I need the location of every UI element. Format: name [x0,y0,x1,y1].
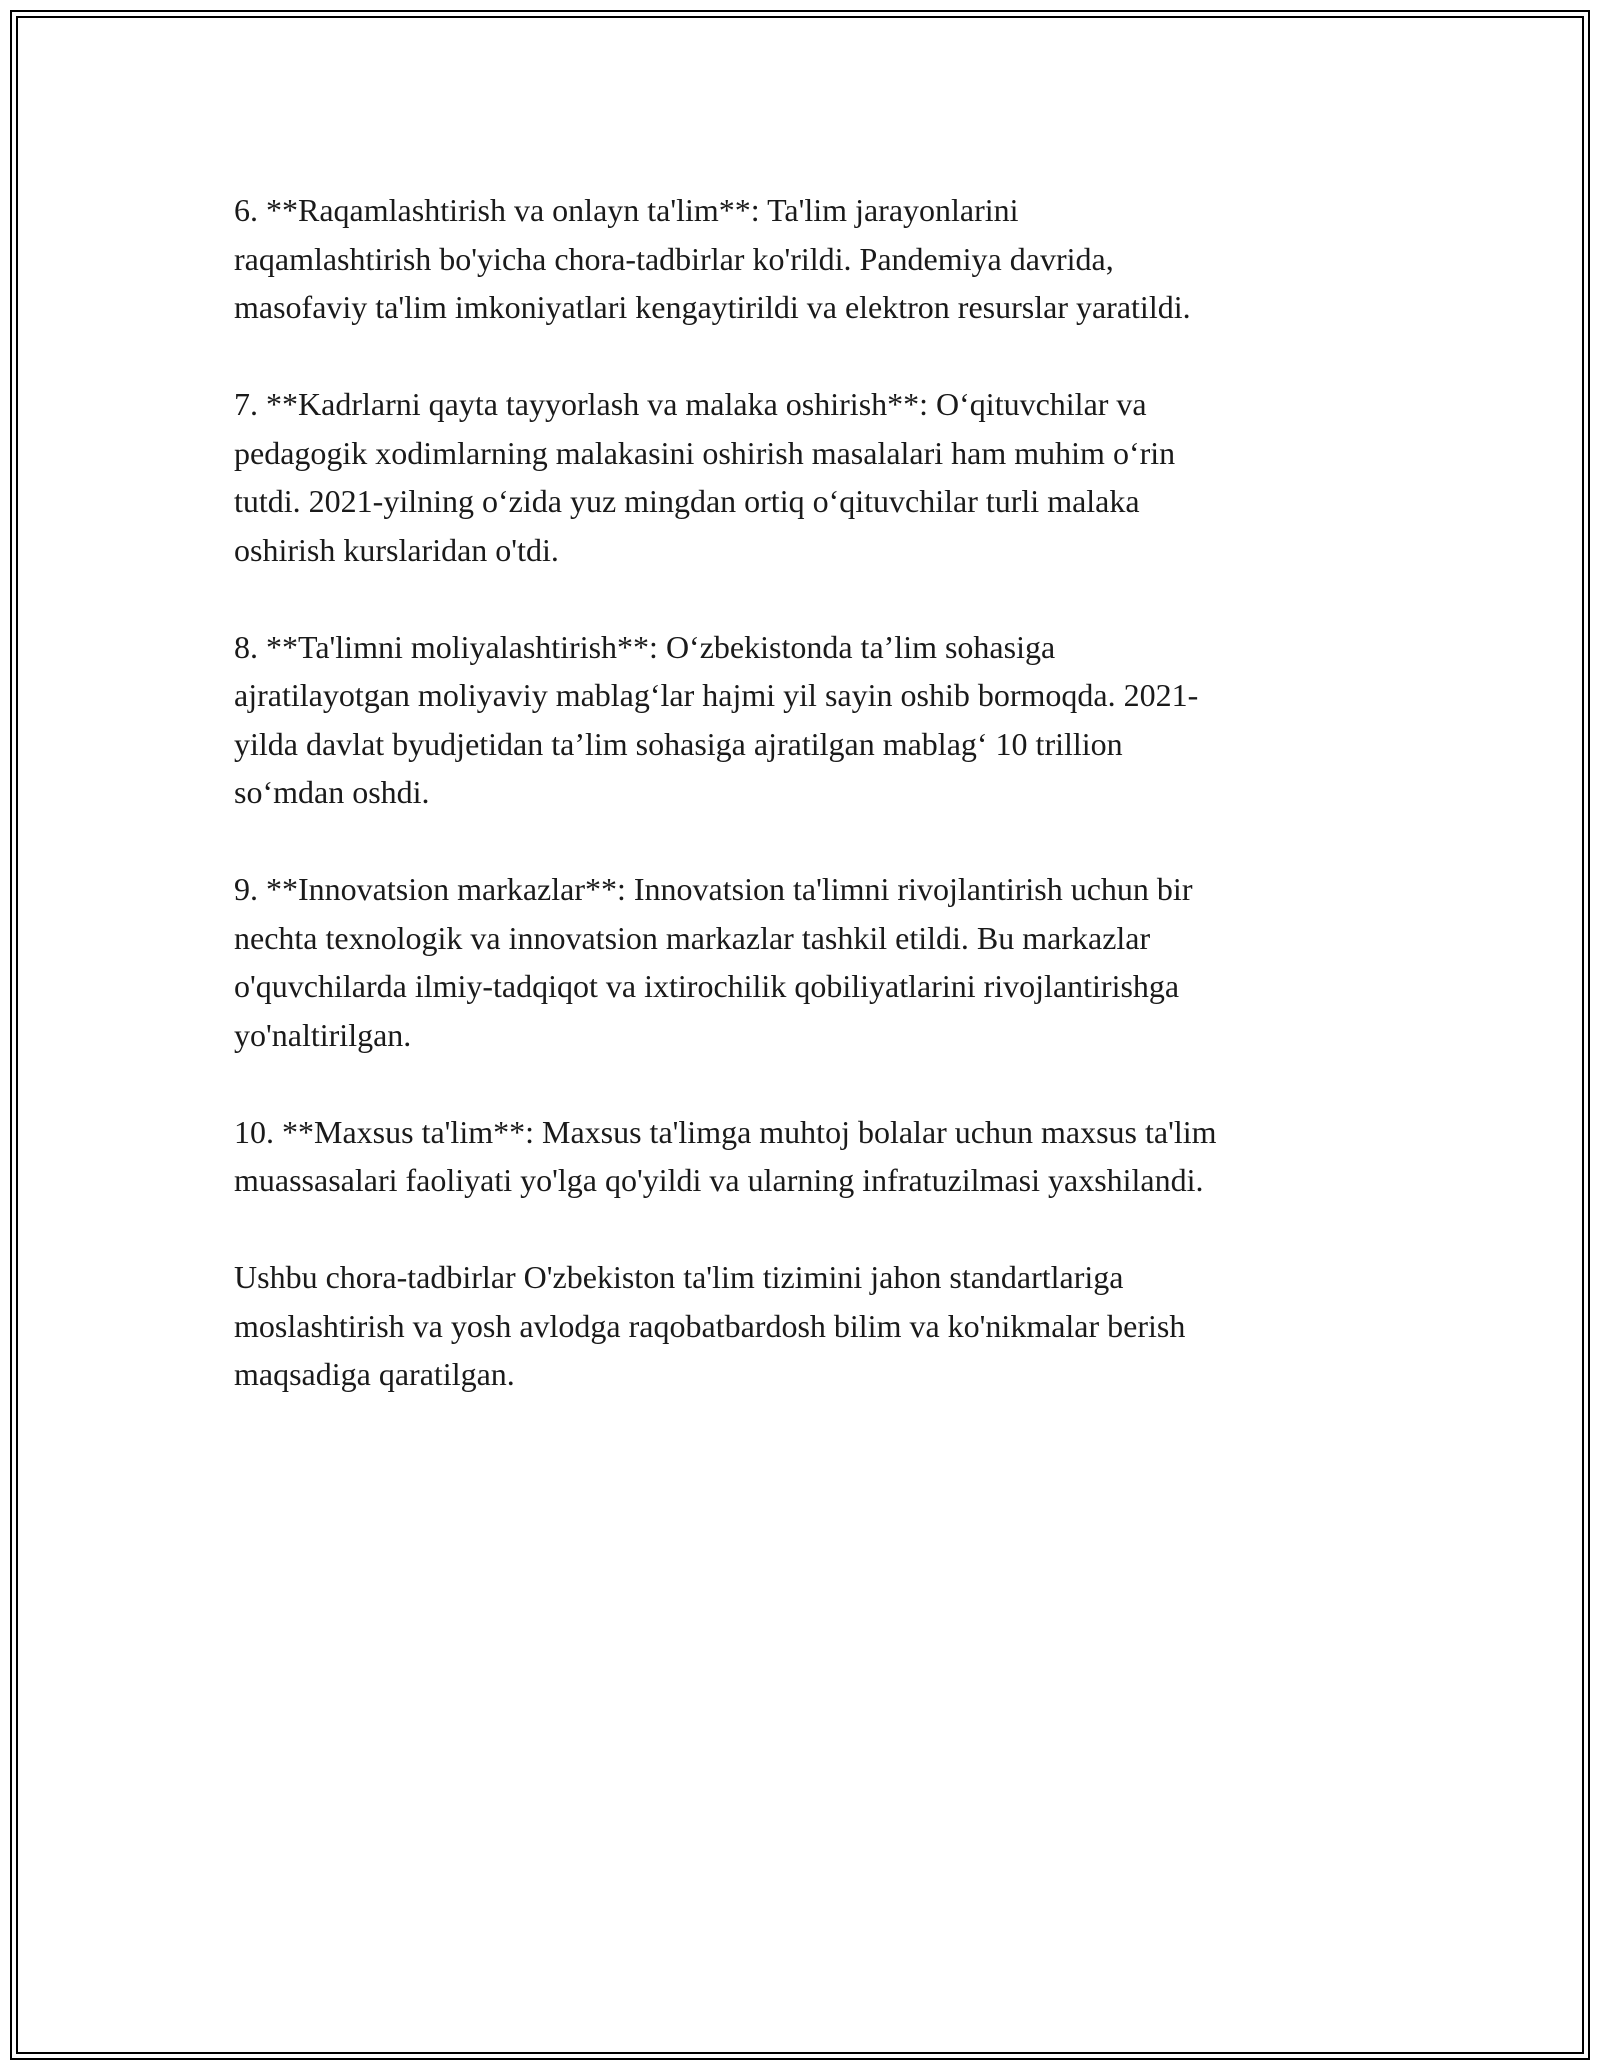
paragraph-item-6-digitalization: 6. **Raqamlashtirish va onlayn ta'lim**: Ta'lim jarayonlarini raqamlashtirish bo'yicha chora-tadbirlar ko'rildi. Pandemiya davrida, masofaviy ta'lim imkoniyatlari kengaytirildi va elektron resurslar yaratildi. [234,192,1191,325]
document-body [234,186,1384,1447]
paragraph-item-9-innovation-centers: 9. **Innovatsion markazlar**: Innovatsion ta'limni rivojlantirish uchun bir nechta texnologik va innovatsion markazlar tashkil etildi. Bu markazlar o'quvchilarda ilmiy-tadqiqot va ixtirochilik qobiliyatlarini rivojlantirishga yo'naltirilgan. [234,871,1193,1053]
paragraph-item-7-teacher-training: 7. **Kadrlarni qayta tayyorlash va malaka oshirish**: O‘qituvchilar va pedagogik xodimlarning malakasini oshirish masalalari ham muhim o‘rin tutdi. 2021-yilning o‘zida yuz mingdan ortiq o‘qituvchilar turli malaka oshirish kurslaridan o'tdi. [234,386,1176,568]
paragraph-conclusion: Ushbu chora-tadbirlar O'zbekiston ta'lim tizimini jahon standartlariga moslashtirish va yosh avlodga raqobatbardosh bilim va ko'nikmalar berish maqsadiga qaratilgan. [234,1259,1186,1392]
paragraph-item-10-special-education: 10. **Maxsus ta'lim**: Maxsus ta'limga muhtoj bolalar uchun maxsus ta'lim muassasalari faoliyati yo'lga qo'yildi va ularning infratuzilmasi yaxshilandi. [234,1113,1217,1198]
paragraph-item-8-education-funding: 8. **Ta'limni moliyalashtirish**: O‘zbekistonda ta’lim sohasiga ajratilayotgan moliyaviy mablag‘lar hajmi yil sayin oshib bormoqda. 2021- yilda davlat byudjetidan ta’lim sohasiga ajratilgan mablag‘ 10 trillion so‘mdan oshdi. [234,628,1199,810]
